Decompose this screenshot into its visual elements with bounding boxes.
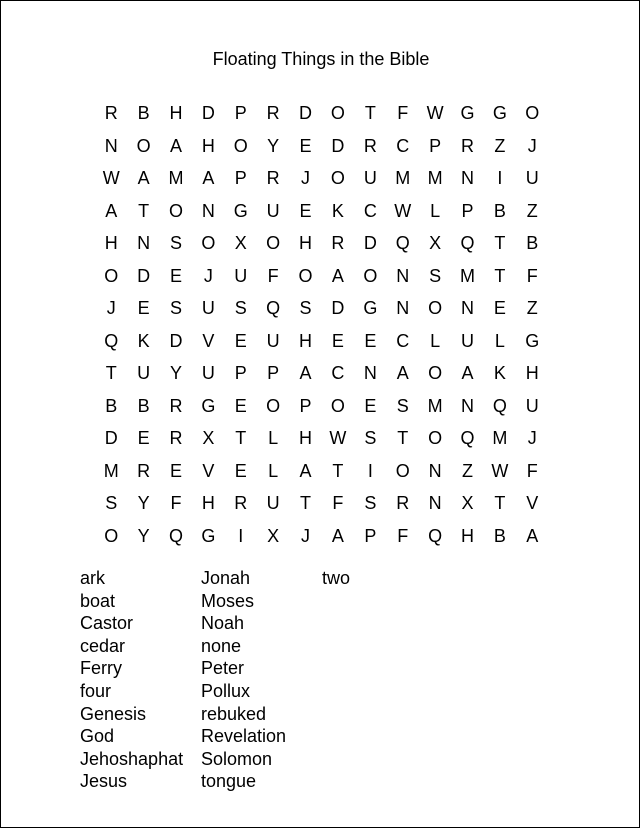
grid-letter: O: [428, 363, 443, 384]
grid-letter: E: [331, 330, 344, 351]
grid-letter: J: [301, 168, 311, 189]
grid-letter: O: [266, 233, 281, 254]
grid-letter: T: [494, 493, 506, 514]
grid-letter: N: [363, 363, 377, 384]
grid-letter: F: [397, 103, 409, 124]
grid-letter: C: [331, 363, 345, 384]
grid-row: [95, 260, 549, 293]
grid-letter: F: [526, 460, 538, 481]
grid-letter: M: [427, 395, 443, 416]
grid-letter: O: [298, 265, 313, 286]
grid-letter: R: [234, 493, 248, 514]
grid-letter: S: [364, 493, 377, 514]
grid-letter: E: [299, 200, 312, 221]
grid-letter: R: [104, 103, 118, 124]
grid-letter: O: [395, 460, 410, 481]
grid-letter: Z: [526, 298, 538, 319]
grid-letter: U: [234, 265, 248, 286]
grid-letter: W: [426, 103, 444, 124]
grid-letter: N: [428, 460, 442, 481]
grid-row: [95, 520, 549, 553]
word-list-item: Jesus: [80, 771, 128, 792]
grid-letter: E: [137, 298, 150, 319]
grid-letter: E: [364, 330, 377, 351]
grid-letter: O: [104, 265, 119, 286]
grid-letter: O: [104, 525, 119, 546]
grid-row: [95, 390, 549, 423]
grid-letter: P: [429, 135, 442, 156]
grid-letter: Y: [267, 135, 280, 156]
grid-letter: P: [234, 103, 247, 124]
grid-letter: W: [394, 200, 412, 221]
grid-letter: T: [364, 103, 376, 124]
grid-letter: F: [170, 493, 182, 514]
grid-letter: H: [201, 493, 215, 514]
grid-letter: T: [494, 265, 506, 286]
grid-letter: O: [363, 265, 378, 286]
word-list-item: Revelation: [201, 726, 287, 747]
grid-letter: T: [494, 233, 506, 254]
grid-letter: N: [396, 265, 410, 286]
word-list-item: Jonah: [201, 568, 251, 588]
word-list-item: four: [80, 680, 112, 701]
grid-letter: E: [169, 265, 182, 286]
grid-letter: V: [202, 460, 215, 481]
word-list-item: Ferry: [80, 658, 122, 679]
word-list-column-2: [201, 567, 286, 793]
grid-row: [95, 325, 549, 358]
grid-letter: N: [460, 395, 474, 416]
grid-row: [95, 487, 549, 520]
grid-letter: A: [299, 363, 312, 384]
grid-letter: V: [526, 493, 539, 514]
grid-letter: Q: [460, 428, 475, 449]
grid-letter: R: [266, 103, 280, 124]
grid-letter: R: [266, 168, 280, 189]
grid-letter: D: [299, 103, 313, 124]
grid-letter: E: [364, 395, 377, 416]
grid-letter: Y: [137, 525, 150, 546]
grid-letter: G: [363, 298, 378, 319]
grid-letter: N: [428, 493, 442, 514]
grid-letter: M: [427, 168, 443, 189]
grid-row: [95, 97, 549, 130]
word-list-item: Noah: [201, 613, 245, 634]
grid-letter: P: [364, 525, 377, 546]
grid-letter: J: [301, 525, 311, 546]
grid-letter: E: [234, 460, 247, 481]
grid-letter: S: [169, 298, 182, 319]
grid-letter: F: [332, 493, 344, 514]
grid-letter: U: [137, 363, 151, 384]
grid-letter: I: [367, 460, 373, 481]
grid-letter: N: [137, 233, 151, 254]
grid-letter: R: [363, 135, 377, 156]
grid-letter: E: [137, 428, 150, 449]
grid-letter: U: [525, 168, 539, 189]
word-list-item: Moses: [201, 590, 255, 611]
grid-letter: B: [493, 200, 506, 221]
grid-letter: E: [493, 298, 506, 319]
grid-row: [95, 455, 549, 488]
grid-letter: D: [169, 330, 183, 351]
grid-letter: T: [138, 200, 150, 221]
grid-letter: G: [525, 330, 540, 351]
grid-letter: L: [268, 460, 279, 481]
grid-letter: N: [104, 135, 118, 156]
grid-letter: J: [527, 428, 537, 449]
grid-letter: H: [169, 103, 183, 124]
word-list-item: cedar: [80, 635, 126, 656]
word-list-item: two: [322, 568, 351, 588]
grid-letter: O: [168, 200, 183, 221]
grid-letter: P: [299, 395, 312, 416]
grid-row: [95, 162, 549, 195]
word-list-item: Jehoshaphat: [80, 748, 184, 769]
grid-letter: F: [397, 525, 409, 546]
grid-letter: A: [461, 363, 474, 384]
grid-letter: M: [459, 265, 475, 286]
grid-letter: B: [105, 395, 118, 416]
grid-letter: W: [329, 428, 347, 449]
grid-letter: O: [525, 103, 540, 124]
grid-letter: Q: [395, 233, 410, 254]
grid-letter: C: [396, 135, 410, 156]
grid-letter: P: [267, 363, 280, 384]
grid-letter: O: [428, 428, 443, 449]
grid-letter: R: [169, 395, 183, 416]
grid-letter: U: [201, 363, 215, 384]
grid-letter: P: [461, 200, 474, 221]
grid-letter: D: [363, 233, 377, 254]
grid-letter: S: [364, 428, 377, 449]
grid-letter: H: [299, 330, 313, 351]
grid-letter: R: [460, 135, 474, 156]
grid-letter: Q: [492, 395, 507, 416]
grid-letter: U: [363, 168, 377, 189]
grid-letter: N: [460, 298, 474, 319]
grid-row: [95, 130, 549, 163]
grid-letter: T: [332, 460, 344, 481]
grid-row: [95, 422, 549, 455]
grid-letter: A: [331, 525, 344, 546]
grid-letter: W: [102, 168, 120, 189]
grid-letter: K: [137, 330, 150, 351]
grid-letter: E: [234, 395, 247, 416]
grid-letter: Y: [137, 493, 150, 514]
grid-letter: S: [234, 298, 247, 319]
grid-letter: G: [201, 525, 216, 546]
grid-letter: G: [460, 103, 475, 124]
grid-letter: I: [497, 168, 503, 189]
grid-letter: Q: [104, 330, 119, 351]
grid-letter: O: [330, 103, 345, 124]
grid-letter: S: [105, 493, 118, 514]
grid-letter: M: [395, 168, 411, 189]
grid-letter: H: [104, 233, 118, 254]
grid-letter: L: [430, 200, 441, 221]
grid-letter: U: [460, 330, 474, 351]
grid-letter: T: [300, 493, 312, 514]
grid-letter: U: [266, 200, 280, 221]
grid-letter: N: [396, 298, 410, 319]
word-list-column-1: [80, 567, 183, 793]
word-list-item: Solomon: [201, 748, 273, 769]
grid-letter: K: [493, 363, 506, 384]
word-list-item: none: [201, 635, 242, 656]
grid-letter: H: [525, 363, 539, 384]
grid-letter: P: [234, 168, 247, 189]
grid-letter: F: [267, 265, 279, 286]
grid-letter: E: [234, 330, 247, 351]
word-list-item: Genesis: [80, 703, 147, 724]
grid-row: [95, 227, 549, 260]
grid-letter: Y: [169, 363, 182, 384]
grid-letter: W: [491, 460, 509, 481]
grid-letter: O: [233, 135, 248, 156]
grid-letter: X: [267, 525, 280, 546]
grid-letter: O: [266, 395, 281, 416]
word-list-column-3: [322, 567, 350, 590]
grid-letter: F: [526, 265, 538, 286]
grid-letter: O: [136, 135, 151, 156]
grid-letter: S: [396, 395, 409, 416]
grid-letter: R: [396, 493, 410, 514]
grid-letter: T: [235, 428, 247, 449]
grid-letter: J: [203, 265, 213, 286]
grid-letter: M: [168, 168, 184, 189]
grid-letter: V: [202, 330, 215, 351]
grid-letter: N: [201, 200, 215, 221]
grid-letter: D: [137, 265, 151, 286]
grid-letter: O: [330, 168, 345, 189]
grid-letter: O: [330, 395, 345, 416]
word-list-item: God: [80, 726, 115, 747]
grid-letter: D: [104, 428, 118, 449]
grid-letter: J: [527, 135, 537, 156]
grid-letter: U: [266, 493, 280, 514]
grid-letter: D: [331, 135, 345, 156]
grid-letter: Z: [526, 200, 538, 221]
puzzle-title: Floating Things in the Bible: [212, 49, 430, 69]
grid-letter: R: [137, 460, 151, 481]
grid-letter: B: [526, 233, 539, 254]
grid-letter: I: [238, 525, 244, 546]
grid-letter: T: [105, 363, 117, 384]
grid-letter: R: [331, 233, 345, 254]
grid-row: [95, 357, 549, 390]
grid-letter: C: [396, 330, 410, 351]
grid-letter: L: [268, 428, 279, 449]
grid-letter: X: [202, 428, 215, 449]
grid-letter: T: [397, 428, 409, 449]
word-list-item: Pollux: [201, 680, 251, 701]
grid-letter: G: [492, 103, 507, 124]
grid-letter: Q: [460, 233, 475, 254]
grid-letter: H: [201, 135, 215, 156]
grid-letter: A: [299, 460, 312, 481]
grid-letter: U: [525, 395, 539, 416]
grid-letter: A: [526, 525, 539, 546]
grid-letter: A: [169, 135, 182, 156]
grid-letter: O: [428, 298, 443, 319]
grid-letter: H: [460, 525, 474, 546]
grid-letter: L: [494, 330, 505, 351]
grid-letter: B: [137, 103, 150, 124]
grid-letter: S: [299, 298, 312, 319]
grid-letter: R: [169, 428, 183, 449]
grid-row: [95, 292, 549, 325]
grid-letter: X: [429, 233, 442, 254]
grid-letter: Q: [428, 525, 443, 546]
grid-letter: G: [233, 200, 248, 221]
grid-letter: D: [331, 298, 345, 319]
grid-letter: M: [103, 460, 119, 481]
grid-letter: L: [430, 330, 441, 351]
grid-letter: M: [492, 428, 508, 449]
grid-letter: Z: [461, 460, 473, 481]
grid-letter: H: [299, 233, 313, 254]
grid-letter: X: [461, 493, 474, 514]
grid-letter: S: [169, 233, 182, 254]
grid-letter: X: [234, 233, 247, 254]
grid-letter: U: [266, 330, 280, 351]
word-list-item: ark: [80, 568, 106, 588]
grid-letter: A: [137, 168, 150, 189]
grid-letter: J: [106, 298, 116, 319]
grid-letter: P: [234, 363, 247, 384]
grid-letter: E: [169, 460, 182, 481]
grid-letter: A: [202, 168, 215, 189]
grid-letter: B: [493, 525, 506, 546]
grid-letter: H: [299, 428, 313, 449]
grid-letter: Q: [266, 298, 281, 319]
grid-letter: K: [331, 200, 344, 221]
word-list-item: Castor: [80, 613, 134, 634]
grid-letter: S: [429, 265, 442, 286]
word-list-item: Peter: [201, 658, 245, 679]
grid-letter: Q: [168, 525, 183, 546]
letter-grid: [95, 97, 549, 552]
word-list-item: boat: [80, 590, 116, 611]
grid-letter: N: [460, 168, 474, 189]
grid-letter: E: [299, 135, 312, 156]
grid-letter: Z: [494, 135, 506, 156]
grid-letter: G: [201, 395, 216, 416]
grid-row: [95, 195, 549, 228]
grid-letter: O: [201, 233, 216, 254]
grid-letter: B: [137, 395, 150, 416]
grid-letter: D: [201, 103, 215, 124]
word-list-item: rebuked: [201, 703, 267, 724]
grid-letter: A: [396, 363, 409, 384]
grid-letter: C: [363, 200, 377, 221]
grid-letter: A: [105, 200, 118, 221]
grid-letter: A: [331, 265, 344, 286]
word-list-item: tongue: [201, 771, 257, 792]
grid-letter: U: [201, 298, 215, 319]
